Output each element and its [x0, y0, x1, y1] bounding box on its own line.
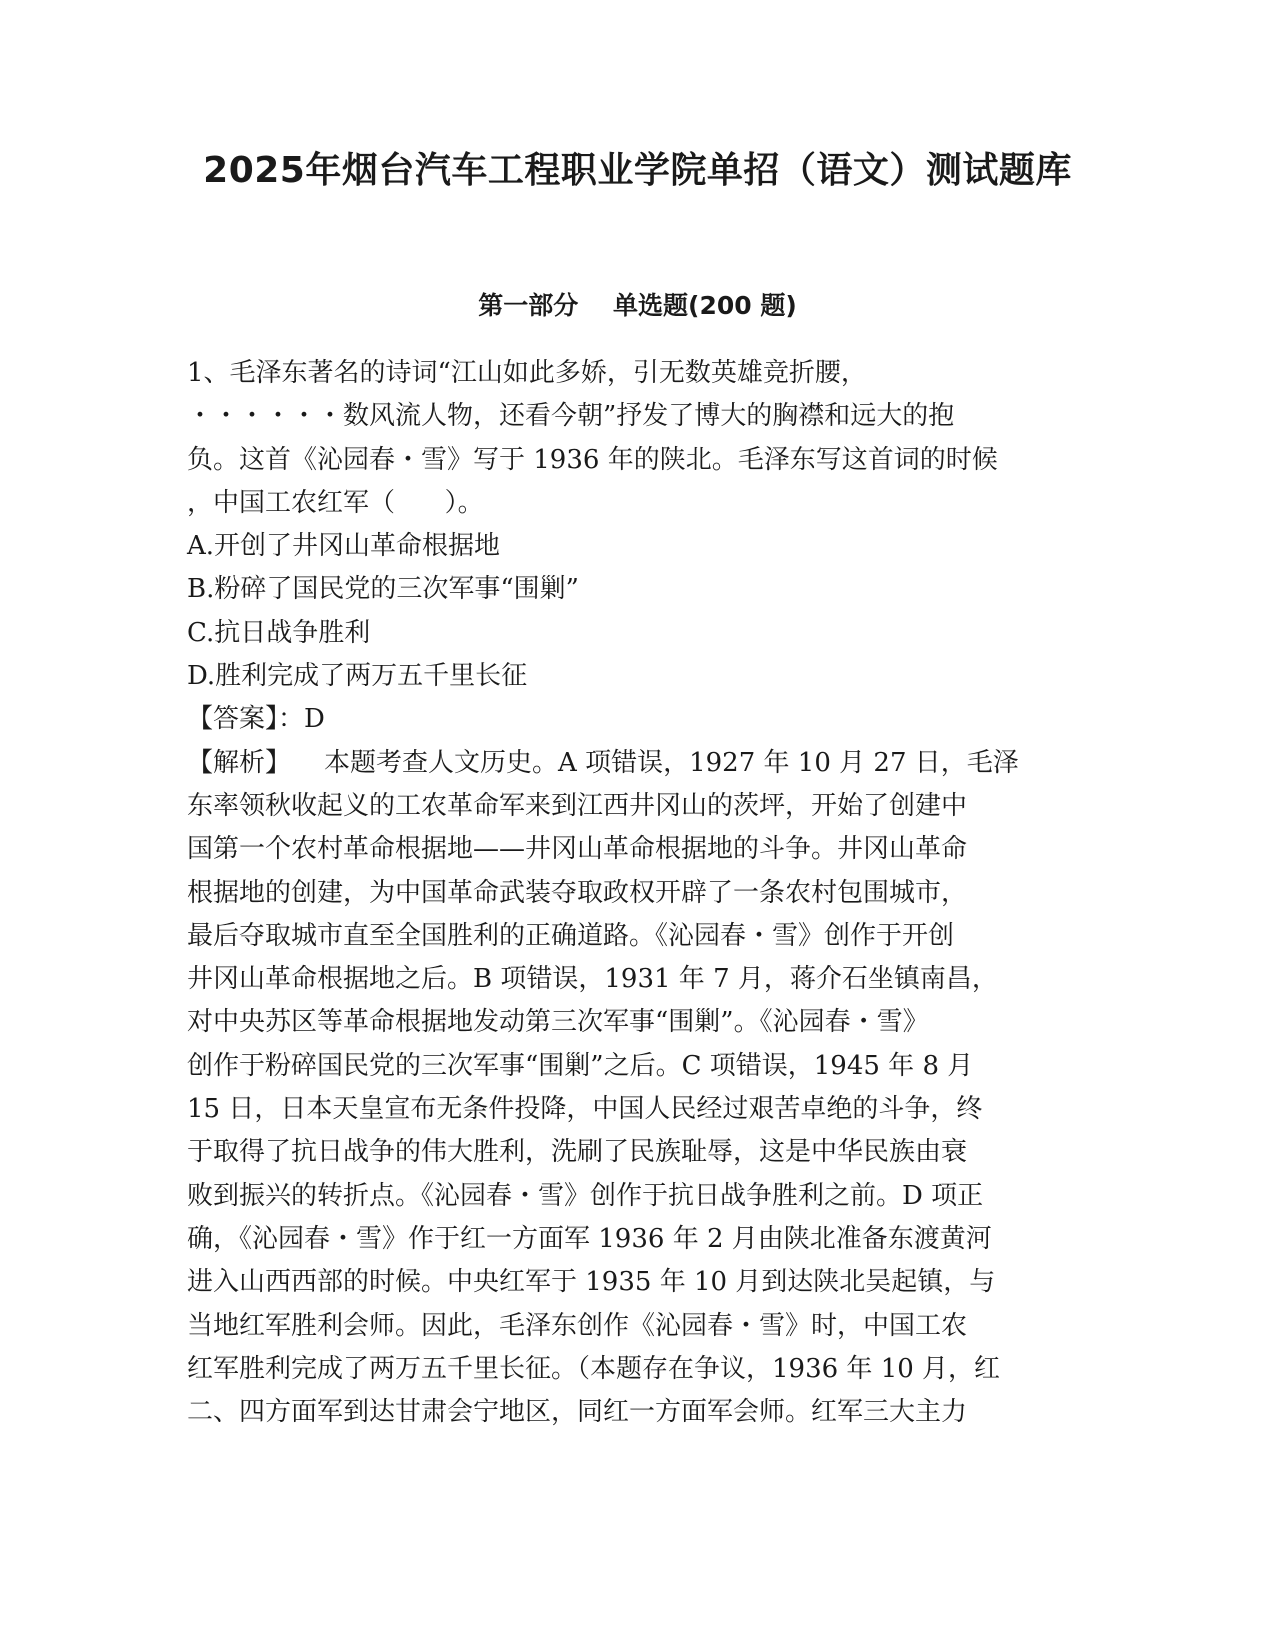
- analysis-line: 15 日，日本天皇宣布无条件投降，中国人民经过艰苦卓绝的斗争，终: [187, 1094, 983, 1125]
- question-options: [187, 525, 1077, 698]
- question-block: [187, 352, 1077, 1434]
- question-stem-line: 1、毛泽东著名的诗词“江山如此多娇，引无数英雄竞折腰，: [187, 358, 867, 388]
- option-a: A.开创了井冈山革命根据地: [187, 531, 501, 562]
- option-c: C.抗日战争胜利: [187, 617, 371, 648]
- answer-line: 【答案】：D: [187, 704, 325, 735]
- analysis-line: 进入山西西部的时候。中央红军于 1935 年 10 月到达陕北吴起镇，与: [187, 1267, 996, 1298]
- analysis-line: 井冈山革命根据地之后。B 项错误，1931 年 7 月，蒋介石坐镇南昌，: [187, 964, 998, 995]
- analysis-line: 根据地的创建，为中国革命武装夺取政权开辟了一条农村包围城市，: [187, 877, 968, 908]
- question-stem: [187, 352, 1077, 525]
- analysis-line: 确，《沁园春・雪》作于红一方面军 1936 年 2 月由陕北准备东渡黄河: [187, 1223, 992, 1254]
- section-heading: 第一部分 单选题(200 题): [478, 291, 797, 320]
- analysis-line: 于取得了抗日战争的伟大胜利，洗刷了民族耻辱，这是中华民族由衰: [187, 1137, 968, 1168]
- question-stem-line: ，中国工农红军（ ）。: [187, 487, 484, 518]
- document-title: 2025年烟台汽车工程职业学院单招（语文）测试题库: [203, 150, 1072, 191]
- analysis-line: 二、四方面军到达甘肃会宁地区，同红一方面军会师。红军三大主力: [187, 1397, 968, 1428]
- analysis-line: 红军胜利完成了两万五千里长征。（本题存在争议，1936 年 10 月，红: [187, 1353, 1001, 1384]
- question-stem-line: ・・・・・・数风流人物，还看今朝”抒发了博大的胸襟和远大的抱: [187, 401, 955, 432]
- analysis-line: 对中央苏区等革命根据地发动第三次军事“围剿”。《沁园春・雪》: [187, 1007, 929, 1038]
- analysis-line: 创作于粉碎国民党的三次军事“围剿”之后。C 项错误，1945 年 8 月: [187, 1050, 974, 1081]
- option-d: D.胜利完成了两万五千里长征: [187, 661, 528, 692]
- analysis-line: 最后夺取城市直至全国胜利的正确道路。《沁园春・雪》创作于开创: [187, 920, 955, 951]
- option-b: B.粉碎了国民党的三次军事“围剿”: [187, 574, 579, 605]
- analysis-line: 东率领秋收起义的工农革命军来到江西井冈山的茨坪，开始了创建中: [187, 790, 968, 821]
- analysis-line: 败到振兴的转折点。《沁园春・雪》创作于抗日战争胜利之前。D 项正: [187, 1180, 984, 1211]
- analysis-line: 国第一个农村革命根据地——井冈山革命根据地的斗争。井冈山革命: [187, 834, 968, 865]
- question-stem-line: 负。这首《沁园春・雪》写于 1936 年的陕北。毛泽东写这首词的时候: [187, 444, 998, 475]
- analysis-block: [187, 742, 1077, 1435]
- analysis-line: 【解析】 本题考查人文历史。A 项错误，1927 年 10 月 27 日，毛泽: [187, 747, 1019, 778]
- analysis-line: 当地红军胜利会师。因此，毛泽东创作《沁园春・雪》时，中国工农: [187, 1310, 968, 1341]
